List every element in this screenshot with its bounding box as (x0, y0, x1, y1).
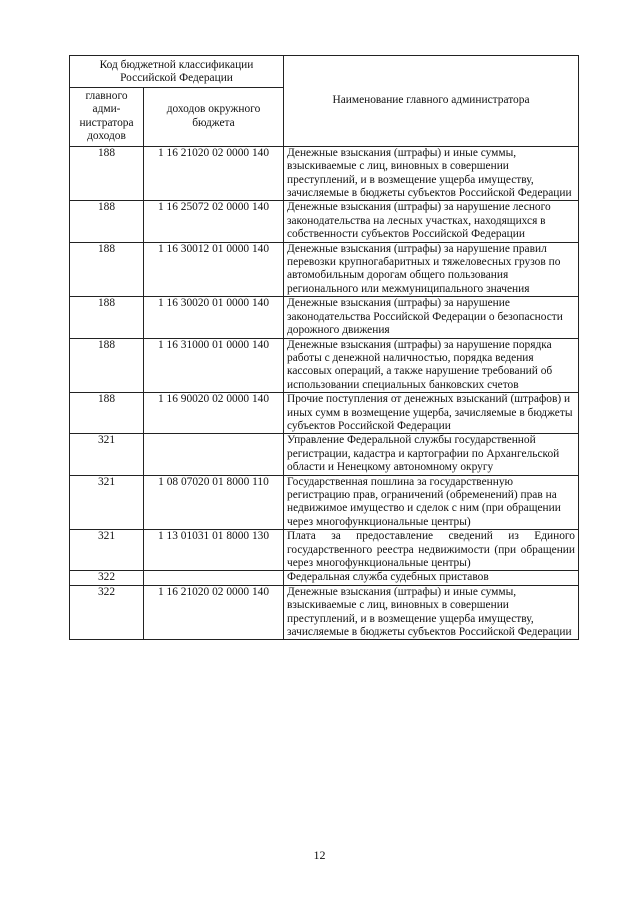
page-number: 12 (313, 848, 326, 862)
admin-code-cell: 322 (70, 585, 144, 640)
name-cell: Плата за предоставление сведений из Единого государственного реестра недвижимости (при обращении через многофункциональные центры) (284, 530, 579, 571)
budget-classification-table (69, 55, 579, 640)
income-code-cell: 1 16 31000 01 0000 140 (144, 338, 284, 393)
table-row (70, 338, 579, 393)
name-cell: Государственная пошлина за государственную регистрацию прав, ограничений (обременений) прав на недвижимое имущество и сделок с ним (при обращении через многофункциональные центры) (284, 475, 579, 530)
income-code-cell: 1 16 25072 02 0000 140 (144, 201, 284, 242)
administrator-heading-row (70, 434, 579, 475)
admin-code-cell: 321 (70, 434, 144, 475)
header-admin-code: главного адми-нистратора доходов (70, 87, 144, 146)
table-row (70, 530, 579, 571)
income-code-cell: 1 16 21020 02 0000 140 (144, 146, 284, 201)
income-code-cell (144, 434, 284, 475)
header-admin-name: Наименование главного администратора (284, 56, 579, 147)
administrator-name-cell: Управление Федеральной службы государственной регистрации, кадастра и картографии по Архангельской области и Ненецкому автономному округу (284, 434, 579, 475)
admin-code-cell: 188 (70, 201, 144, 242)
table-row (70, 475, 579, 530)
administrator-heading-row (70, 571, 579, 585)
header-group-title: Код бюджетной классификации Российской Федерации (70, 56, 284, 88)
name-cell: Денежные взыскания (штрафы) за нарушение порядка работы с денежной наличностью, порядка ведения кассовых операций, а также нарушение требований об использовании специальных банковских счетов (284, 338, 579, 393)
name-cell: Денежные взыскания (штрафы) и иные суммы, взыскиваемые с лиц, виновных в совершении преступлений, и в возмещение ущерба имуществу, зачисляемые в бюджеты субъектов Российской Федерации (284, 585, 579, 640)
income-code-cell: 1 16 21020 02 0000 140 (144, 585, 284, 640)
table-row (70, 242, 579, 297)
name-cell: Денежные взыскания (штрафы) за нарушение законодательства Российской Федерации о безопасности дорожного движения (284, 297, 579, 338)
header-income-code: доходов окружного бюджета (144, 87, 284, 146)
admin-code-cell: 321 (70, 475, 144, 530)
table-row (70, 585, 579, 640)
administrator-name-cell: Федеральная служба судебных приставов (284, 571, 579, 585)
name-cell: Денежные взыскания (штрафы) и иные суммы, взыскиваемые с лиц, виновных в совершении преступлений, и в возмещение ущерба имуществу, зачисляемые в бюджеты субъектов Российской Федерации (284, 146, 579, 201)
table-row (70, 393, 579, 434)
admin-code-cell: 188 (70, 242, 144, 297)
income-code-cell: 1 16 30012 01 0000 140 (144, 242, 284, 297)
admin-code-cell: 188 (70, 146, 144, 201)
admin-code-cell: 322 (70, 571, 144, 585)
income-code-cell (144, 571, 284, 585)
income-code-cell: 1 16 30020 01 0000 140 (144, 297, 284, 338)
table-row (70, 146, 579, 201)
table-row (70, 297, 579, 338)
income-code-cell: 1 13 01031 01 8000 130 (144, 530, 284, 571)
name-cell: Денежные взыскания (штрафы) за нарушение лесного законодательства на лесных участках, находящихся в собственности субъектов Российской Федерации (284, 201, 579, 242)
name-cell: Денежные взыскания (штрафы) за нарушение правил перевозки крупногабаритных и тяжеловесных грузов по автомобильным дорогам общего пользования регионального или межмуниципального значения (284, 242, 579, 297)
name-cell: Прочие поступления от денежных взысканий (штрафов) и иных сумм в возмещение ущерба, зачисляемые в бюджеты субъектов Российской Федерации (284, 393, 579, 434)
table-row (70, 201, 579, 242)
admin-code-cell: 188 (70, 338, 144, 393)
income-code-cell: 1 08 07020 01 8000 110 (144, 475, 284, 530)
admin-code-cell: 188 (70, 393, 144, 434)
income-code-cell: 1 16 90020 02 0000 140 (144, 393, 284, 434)
admin-code-cell: 321 (70, 530, 144, 571)
table-header-row (70, 56, 579, 88)
admin-code-cell: 188 (70, 297, 144, 338)
